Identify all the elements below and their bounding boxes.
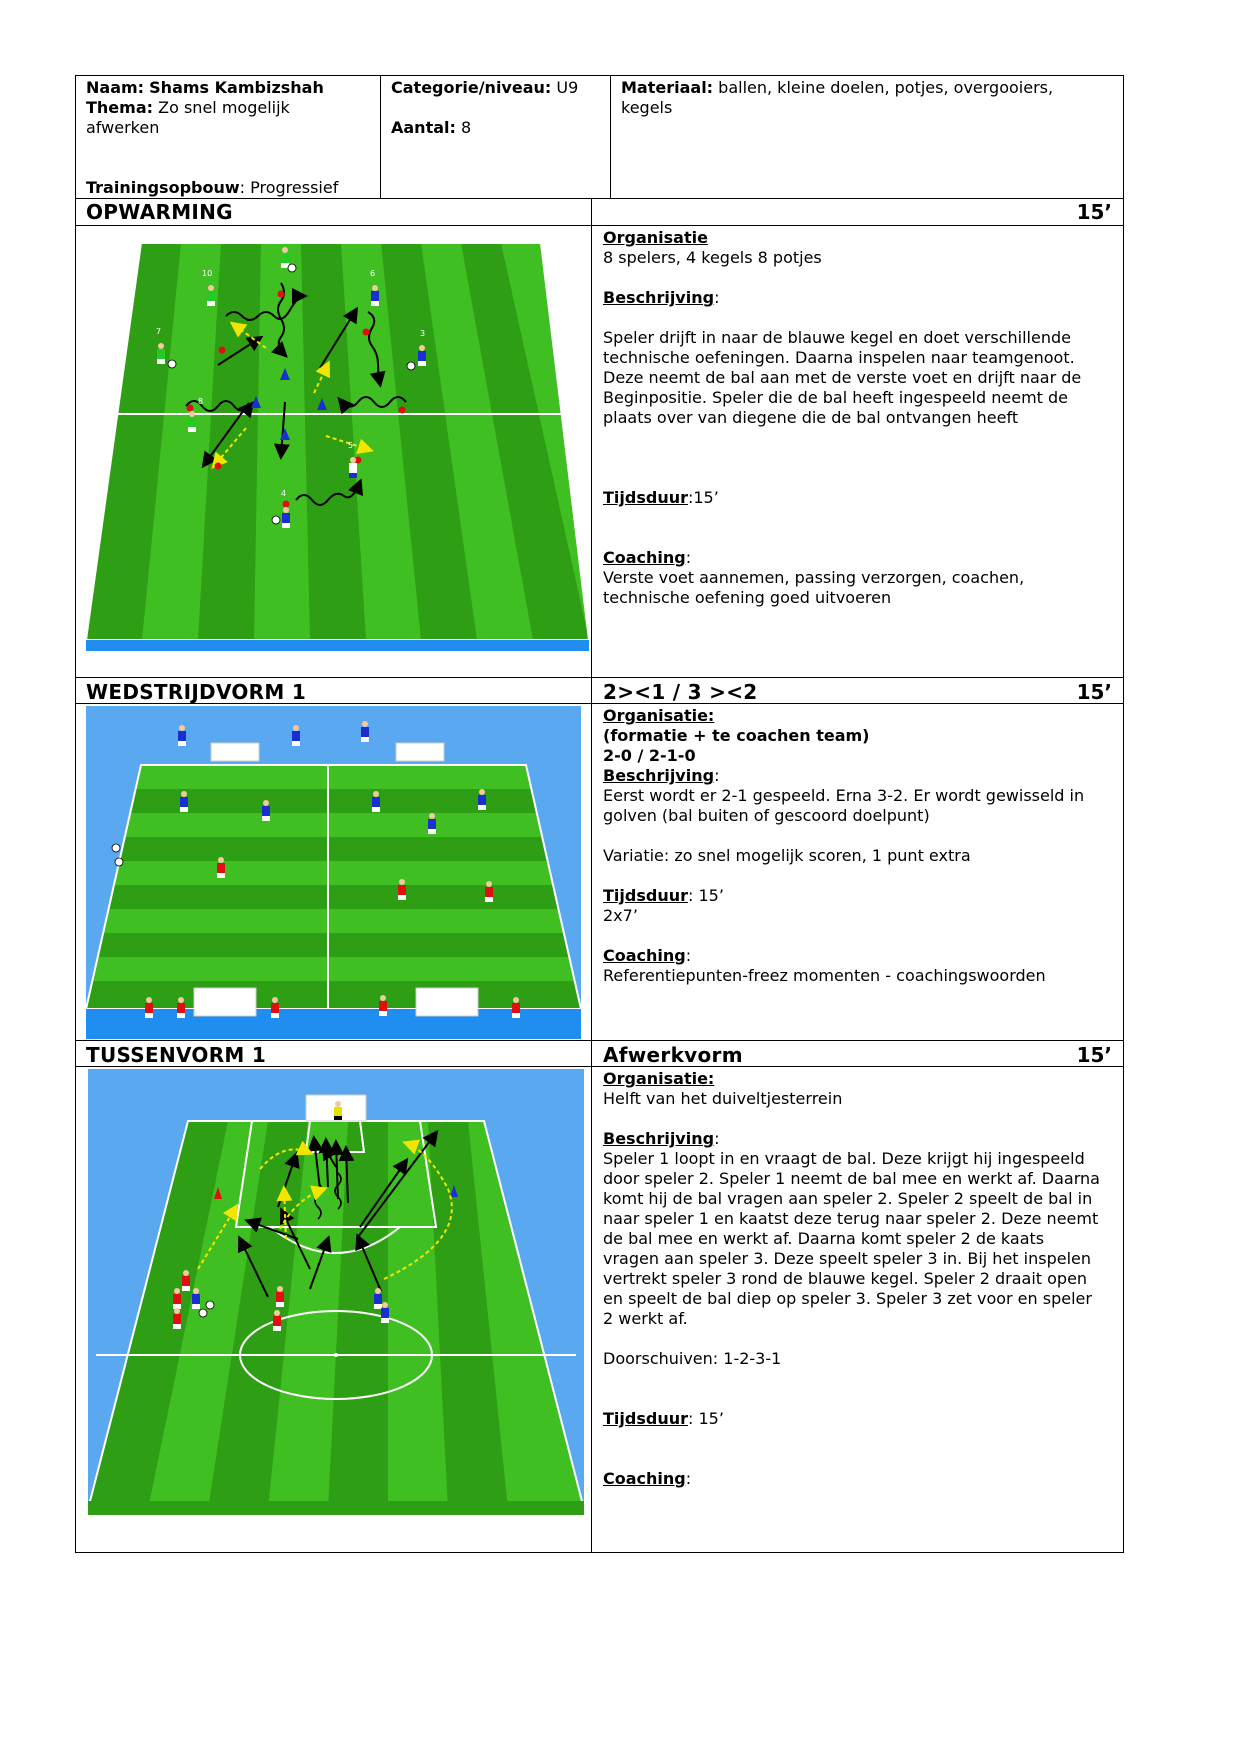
material-label: Materiaal: xyxy=(621,78,714,97)
opwarming-beschrijving-line-2: technische oefeningen. Daarna inspelen naar teamgenoot. xyxy=(603,348,1075,367)
blue-player xyxy=(180,791,188,812)
tussenvorm-organisatie-label: Organisatie: xyxy=(603,1069,715,1088)
red-player xyxy=(276,1286,284,1307)
wedstrijdvorm-organisatie-line-1: (formatie + te coachen team) xyxy=(603,726,870,745)
opwarming-beschrijving-line-4: Beginpositie. Speler die de bal heeft ingespeeld neemt de xyxy=(603,388,1069,407)
tussenvorm-coaching-label: Coaching xyxy=(603,1469,686,1488)
tussenvorm-beschrijving-line-2: door speler 2. Speler 1 neemt de bal mee en werkt af. Daarna xyxy=(603,1169,1100,1188)
red-player xyxy=(379,995,387,1016)
category-value: U9 xyxy=(556,78,579,97)
blue-player xyxy=(292,725,300,746)
tussenvorm-beschrijving-label: Beschrijving xyxy=(603,1129,715,1148)
tussenvorm-details: Organisatie: Helft van het duiveltjesterrein Beschrijving: Speler 1 loopt in en vraagt de bal. Deze krijgt hij ingespeeld door speler 2. Speler 1 neemt de bal mee en werkt af. Daarna komt hij de bal vragen aan speler 2. Speler 2 speelt de bal in naar speler 1 en kaatst deze terug naar speler 2. Deze neemt de bal mee en werkt af. Daarna komt speler 2 de kaats vragen aan speler 3. Deze speelt speler 3 in. Bij het inspelen vertrekt speler 3 rond de blauwe kegel. Speler 2 draait open en speelt de bal diep op speler 3. Speler 3 zet voor en speler 2 werkt af. Doorschuiven: 1-2-3-1 Tijdsduur: 15’ Coaching: xyxy=(603,1069,1118,1489)
tussenvorm-beschrijving-line-9: 2 werkt af. xyxy=(603,1309,688,1328)
opwarming-coaching-line-1: Verste voet aannemen, passing verzorgen, coachen, xyxy=(603,568,1025,587)
red-player xyxy=(271,997,279,1018)
tussenvorm-organisatie-text: Helft van het duiveltjesterrein xyxy=(603,1089,843,1108)
red-player xyxy=(173,1308,181,1329)
tussenvorm-tijdsduur-value: : 15’ xyxy=(687,1409,724,1428)
wedstrijdvorm-coaching-line-1: Referentiepunten-freez momenten - coachingswoorden xyxy=(603,966,1046,985)
red-player xyxy=(273,1310,281,1331)
player-3 xyxy=(418,329,426,366)
opwarming-tijdsduur-label: Tijdsduur xyxy=(603,488,688,507)
name-value: Shams Kambizshah xyxy=(149,78,324,97)
section-title-opwarming: OPWARMING xyxy=(86,200,233,224)
section-title-wedstrijdvorm: WEDSTRIJDVORM 1 xyxy=(86,680,307,704)
tussenvorm-tijdsduur-label: Tijdsduur xyxy=(603,1409,688,1428)
red-player xyxy=(217,857,225,878)
red-player xyxy=(182,1270,190,1291)
section-time-opwarming: 15’ xyxy=(1076,200,1112,224)
tussenvorm-beschrijving-line-5: de bal mee en werkt af. Daarna komt speler 2 de kaats xyxy=(603,1229,1045,1248)
tussenvorm-coaching-value: : xyxy=(685,1469,692,1488)
blue-player xyxy=(192,1288,200,1309)
wedstrijdvorm-beschrijving-line-1: Eerst wordt er 2-1 gespeeld. Erna 3-2. Er wordt gewisseld in xyxy=(603,786,1085,805)
opwarming-beschrijving-label: Beschrijving xyxy=(603,288,715,307)
category-label: Categorie/niveau: xyxy=(391,78,552,97)
player-3-number: 3 xyxy=(420,329,426,338)
blue-player xyxy=(428,813,436,834)
wedstrijdvorm-organisatie-line-2: 2-0 / 2-1-0 xyxy=(603,746,696,765)
wedstrijdvorm-tijdsduur-value: : 15’ xyxy=(687,886,724,905)
theme-value-continued: afwerken xyxy=(86,118,160,137)
opwarming-organisatie-label: Organisatie xyxy=(603,228,708,247)
blue-player xyxy=(372,791,380,812)
build-value: : Progressief xyxy=(239,178,339,197)
theme-label: Thema: xyxy=(86,98,154,117)
red-player xyxy=(173,1288,181,1309)
opwarming-tijdsduur-value: :15’ xyxy=(687,488,719,507)
blue-player xyxy=(478,789,486,810)
count-value: 8 xyxy=(461,118,472,137)
opwarming-beschrijving-line-3: Deze neemt de bal aan met de verste voet en drijft naar de xyxy=(603,368,1082,387)
opwarming-beschrijving-line-5: plaats over van diegene die de bal ontvangen heeft xyxy=(603,408,1019,427)
player-5-number: 5 xyxy=(348,441,354,450)
section-time-tussenvorm: 15’ xyxy=(1076,1043,1112,1067)
build-label: Trainingsopbouw xyxy=(86,178,240,197)
red-player xyxy=(398,879,406,900)
tussenvorm-beschrijving-line-8: en speelt de bal diep op speler 3. Speler 3 zet voor en speler xyxy=(603,1289,1092,1308)
player-7-number: 7 xyxy=(156,327,162,336)
wedstrijdvorm-details: Organisatie: (formatie + te coachen team) 2-0 / 2-1-0 Beschrijving: Eerst wordt er 2-1 gespeeld. Erna 3-2. Er wordt gewisseld in golven (bal buiten of gescoord doelpunt) Variatie: zo snel mogelijk scoren, 1 punt extra Tijdsduur: 15’ 2x7’ Coaching: Referentiepunten-freez momenten - coachingswoorden xyxy=(603,706,1118,986)
section-subtitle-tussenvorm: Afwerkvorm xyxy=(603,1043,743,1067)
blue-player xyxy=(361,721,369,742)
player-4-number: 4 xyxy=(281,489,287,498)
wedstrijdvorm-tijdsduur-label: Tijdsduur xyxy=(603,886,688,905)
opwarming-details: Organisatie 8 spelers, 4 kegels 8 potjes Beschrijving: Speler drijft in naar de blauwe kegel en doet verschillende technische oefeningen. Daarna inspelen naar teamgenoot. Deze neemt de bal aan met de verste voet en drijft naar de Beginpositie. Speler die de bal heeft ingespeeld neemt de plaats over van diegene die de bal ontvangen heeft Tijdsduur:15’ Coaching: Verste voet aannemen, passing verzorgen, coachen, technische oefening goed uitvoeren xyxy=(603,228,1118,608)
wedstrijdvorm-coaching-label: Coaching xyxy=(603,946,686,965)
material-value: ballen, kleine doelen, potjes, overgooiers, xyxy=(718,78,1054,97)
wedstrijdvorm-diagram xyxy=(86,706,581,1039)
opwarming-coaching-line-2: technische oefening goed uitvoeren xyxy=(603,588,892,607)
goalkeeper xyxy=(334,1101,342,1120)
section-subtitle-wedstrijdvorm: 2><1 / 3 ><2 xyxy=(603,680,758,704)
theme-value: Zo snel mogelijk xyxy=(158,98,290,117)
player-8-number: 8 xyxy=(198,397,204,406)
wedstrijdvorm-variatie: Variatie: zo snel mogelijk scoren, 1 punt extra xyxy=(603,846,971,865)
player-10-number: 10 xyxy=(202,269,213,278)
blue-player xyxy=(262,800,270,821)
wedstrijdvorm-organisatie-label: Organisatie: xyxy=(603,706,715,725)
tussenvorm-beschrijving-line-7: vertrekt speler 3 rond de blauwe kegel. Speler 2 draait open xyxy=(603,1269,1088,1288)
red-player xyxy=(177,997,185,1018)
count-label: Aantal: xyxy=(391,118,456,137)
tussenvorm-beschrijving-line-3: komt hij de bal vragen aan speler 2. Speler 2 speelt de bal in xyxy=(603,1189,1093,1208)
name-label: Naam: xyxy=(86,78,145,97)
red-player xyxy=(485,881,493,902)
blue-player xyxy=(178,725,186,746)
wedstrijdvorm-beschrijving-label: Beschrijving xyxy=(603,766,715,785)
opwarming-beschrijving-line-1: Speler drijft in naar de blauwe kegel en doet verschillende xyxy=(603,328,1071,347)
player-9-number: 9 xyxy=(282,233,288,242)
tussenvorm-doorschuiven: Doorschuiven: 1-2-3-1 xyxy=(603,1349,782,1368)
tussenvorm-diagram xyxy=(88,1069,584,1515)
red-player xyxy=(512,997,520,1018)
opwarming-coaching-label: Coaching xyxy=(603,548,686,567)
opwarming-diagram xyxy=(86,228,589,651)
opwarming-organisatie-text: 8 spelers, 4 kegels 8 potjes xyxy=(603,248,822,267)
blue-player xyxy=(381,1302,389,1323)
section-title-tussenvorm: TUSSENVORM 1 xyxy=(86,1043,267,1067)
tussenvorm-beschrijving-line-6: vragen aan speler 3. Deze speelt speler 3 in. Bij het inspelen xyxy=(603,1249,1091,1268)
player-6-number: 6 xyxy=(370,269,376,278)
red-player xyxy=(145,997,153,1018)
tussenvorm-beschrijving-line-4: naar speler 1 en kaatst deze terug naar speler 2. Deze neemt xyxy=(603,1209,1099,1228)
blue-player xyxy=(374,1288,382,1309)
wedstrijdvorm-tijdsduur-extra: 2x7’ xyxy=(603,906,638,925)
material-value-continued: kegels xyxy=(621,98,673,117)
wedstrijdvorm-beschrijving-line-2: golven (bal buiten of gescoord doelpunt) xyxy=(603,806,930,825)
tussenvorm-beschrijving-line-1: Speler 1 loopt in en vraagt de bal. Deze krijgt hij ingespeeld xyxy=(603,1149,1085,1168)
section-time-wedstrijdvorm: 15’ xyxy=(1076,680,1112,704)
